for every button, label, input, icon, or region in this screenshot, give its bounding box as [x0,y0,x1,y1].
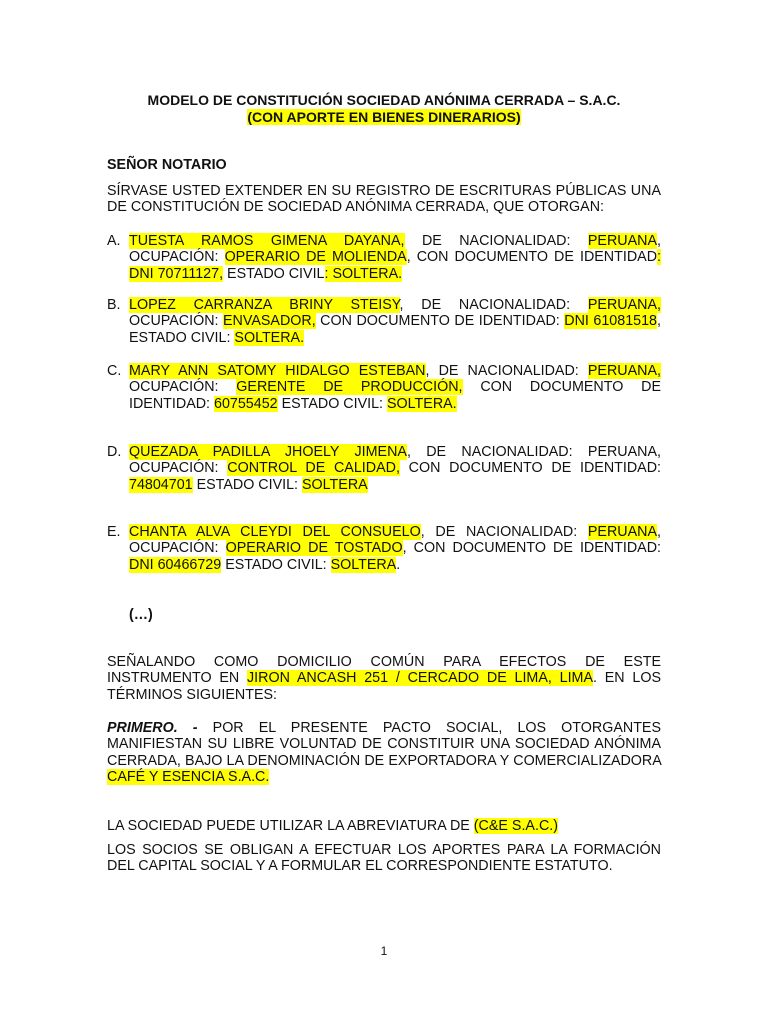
grantor-nationality: PERUANA [587,233,658,249]
domicile-address: JIRON ANCASH 251 / CERCADO DE LIMA, LIMA [247,670,593,687]
grantor-nationality: PERUANA, [587,363,661,379]
grantor-civil-status: SOLTERA. [387,395,457,412]
item-text: , DE NACIONALIDAD: [425,363,588,379]
grantor-item-c [107,363,661,412]
item-letter: E. [107,524,121,540]
item-letter: D. [107,444,122,460]
document-title [0,92,768,126]
grantor-item-a [107,233,661,282]
grantor-civil-status: SOLTERA. [234,329,305,346]
abbreviation-text: LA SOCIEDAD PUEDE UTILIZAR LA ABREVIATURA DE [107,818,474,834]
item-letter: B. [107,297,121,313]
grantor-item-d [107,444,661,493]
abbreviation-paragraph [107,818,661,834]
grantor-dni: DNI 61081518 [564,313,658,330]
grantor-name: LOPEZ CARRANZA BRINY STEISY [129,297,400,313]
item-text: , CON DOCUMENTO DE IDENTIDAD: [402,540,661,557]
grantor-occupation: GERENTE DE PRODUCCIÓN, [236,379,463,396]
item-text: , DE NACIONALIDAD: [420,524,588,540]
item-text: ESTADO CIVIL [223,265,325,282]
item-text: , CON DOCUMENTO DE IDENTIDAD [406,249,658,266]
item-text: ESTADO CIVIL: [277,395,387,412]
domicile-text: . EN LOS TÉRMINOS SIGUIENTES: [107,670,661,703]
grantor-civil-status: : SOLTERA. [324,265,403,282]
grantor-dni: 74804701 [129,476,193,493]
grantor-dni: DNI 60466729 [129,556,222,573]
item-text: , OCUPACIÓN: [129,524,661,557]
title-line-2: (CON APORTE EN BIENES DINERARIOS) [247,109,521,125]
primero-label: PRIMERO. - [107,720,198,736]
grantor-name: CHANTA ALVA CLEYDI DEL CONSUELO [129,524,421,540]
item-letter: C. [107,363,122,379]
grantor-name: MARY ANN SATOMY HIDALGO ESTEBAN [129,363,426,379]
primero-text: POR EL PRESENTE PACTO SOCIAL, LOS OTORGANTES MANIFIESTAN SU LIBRE VOLUNTAD DE CONSTITUIR UNA SOCIEDAD ANÓNIMA CERRADA, BAJO LA DENOMINACIÓN DE EXPORTADORA Y COMERCIALIZADORA [107,720,661,769]
item-text: CON DOCUMENTO DE IDENTIDAD: [399,460,662,477]
grantor-dni: 60755452 [214,395,278,412]
company-name: CAFÉ Y ESENCIA S.A.C. [107,769,270,786]
partners-paragraph: LOS SOCIOS SE OBLIGAN A EFECTUAR LOS APORTES PARA LA FORMACIÓN DEL CAPITAL SOCIAL Y A FORMULAR EL CORRESPONDIENTE ESTATUTO. [107,842,661,875]
grantor-nationality: PERUANA, [587,297,661,313]
item-text: DE NACIONALIDAD: [404,233,588,249]
domicile-text: SEÑALANDO COMO DOMICILIO COMÚN PARA EFECTOS DE ESTE INSTRUMENTO EN [107,654,661,687]
greeting: SEÑOR NOTARIO [107,157,227,173]
item-letter: A. [107,233,121,249]
grantor-civil-status: SOLTERA [302,476,368,493]
grantor-civil-status: SOLTERA [330,556,397,573]
primero-paragraph [107,720,661,786]
ellipsis: (…) [129,607,153,623]
item-text: ESTADO CIVIL: [221,556,331,573]
grantor-item-b [107,297,661,346]
item-text: , OCUPACIÓN: [129,233,661,266]
grantor-nationality: PERUANA [587,524,657,540]
intro-paragraph: SÍRVASE USTED EXTENDER EN SU REGISTRO DE ESCRITURAS PÚBLICAS UNA DE CONSTITUCIÓN DE SOCIEDAD ANÓNIMA CERRADA, QUE OTORGAN: [107,183,661,216]
item-text: CON DOCUMENTO DE IDENTIDAD: [129,379,661,412]
grantor-name: TUESTA RAMOS GIMENA DAYANA, [129,233,405,249]
title-line-1: MODELO DE CONSTITUCIÓN SOCIEDAD ANÓNIMA CERRADA – S.A.C. [147,92,621,108]
page-number: 1 [380,944,388,958]
item-text: OCUPACIÓN: [129,313,223,330]
company-abbreviation: (C&E S.A.C.) [473,818,559,834]
grantor-item-e [107,524,661,573]
item-text: OCUPACIÓN: [129,379,237,396]
item-text: , DE NACIONALIDAD: PERUANA, OCUPACIÓN: [129,444,662,477]
grantor-occupation: OPERARIO DE MOLIENDA [224,249,407,266]
item-text: . [396,556,401,573]
item-text: ESTADO CIVIL: [192,476,302,493]
grantor-name: QUEZADA PADILLA JHOELY JIMENA [129,444,407,460]
item-text: , ESTADO CIVIL: [129,313,661,346]
item-text: CON DOCUMENTO DE IDENTIDAD: [315,313,565,330]
item-text: , DE NACIONALIDAD: [399,297,588,313]
grantor-occupation: ENVASADOR, [223,313,316,330]
domicile-paragraph [107,654,661,703]
grantor-occupation: CONTROL DE CALIDAD, [227,460,400,477]
grantor-dni: : DNI 70711127, [129,249,662,282]
grantor-occupation: OPERARIO DE TOSTADO [225,540,403,557]
